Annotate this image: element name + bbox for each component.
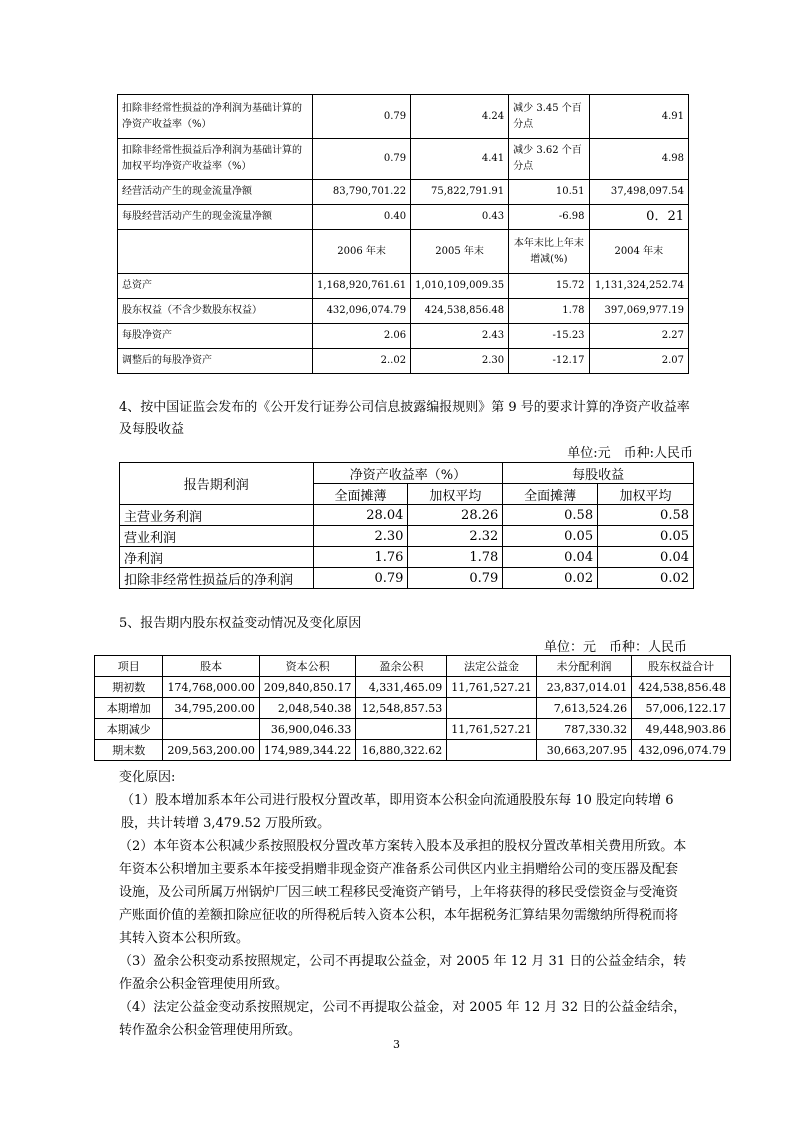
roe-full: 28.04 xyxy=(313,505,408,526)
value-2006: 0.40 xyxy=(313,205,411,230)
row-label: 期初数 xyxy=(95,677,163,698)
total-equity: 424,538,856.48 xyxy=(632,677,731,698)
value-2004: 397,069,977.19 xyxy=(589,299,688,324)
section-5-unit: 单位：元 币种：人民币 xyxy=(543,640,687,655)
eps-full: 0.58 xyxy=(503,505,598,526)
value-change: 减少 3.45 个百分点 xyxy=(509,95,589,139)
table-row xyxy=(118,95,689,139)
row-label: 扣除非经常性损益后净利润为基础计算的加权平均净资产收益率（%） xyxy=(118,139,313,180)
value-2005: 75,822,791.91 xyxy=(411,180,509,205)
share-capital xyxy=(163,719,259,740)
welfare-fund: 11,761,527.21 xyxy=(447,677,536,698)
share-capital: 209,563,200.00 xyxy=(163,740,259,761)
value-change: 1.78 xyxy=(509,299,589,324)
table-row xyxy=(120,505,694,526)
value-2005: 4.41 xyxy=(411,139,509,180)
total-equity: 57,006,122.17 xyxy=(632,698,731,719)
table-row xyxy=(118,324,689,349)
roe-weighted: 28.26 xyxy=(408,505,503,526)
page-number: 3 xyxy=(393,1038,400,1051)
table-row xyxy=(120,526,694,547)
value-2004: 0．21 xyxy=(589,205,688,230)
eps-weighted: 0.58 xyxy=(598,505,694,526)
retained-profit: 23,837,014.01 xyxy=(536,677,631,698)
value-2006: 83,790,701.22 xyxy=(313,180,411,205)
row-label: 期末数 xyxy=(95,740,163,761)
header-2005: 2005 年末 xyxy=(411,230,509,274)
table-header-row xyxy=(95,656,731,677)
header-eps: 每股收益 xyxy=(503,463,694,484)
value-2006: 1,168,920,761.61 xyxy=(313,274,411,299)
value-2004: 37,498,097.54 xyxy=(589,180,688,205)
value-2006: 432,096,074.79 xyxy=(313,299,411,324)
value-2004: 4.91 xyxy=(589,95,688,139)
header-capital-reserve: 资本公积 xyxy=(259,656,355,677)
row-label: 经营活动产生的现金流量净额 xyxy=(118,180,313,205)
table-header-row xyxy=(120,463,694,484)
header-change: 本年末比上年末增减(%) xyxy=(509,230,589,274)
eps-full: 0.05 xyxy=(503,526,598,547)
row-label: 股东权益（不含少数股东权益） xyxy=(118,299,313,324)
equity-change-table xyxy=(94,655,731,761)
eps-weighted: 0.04 xyxy=(598,547,694,568)
table-row xyxy=(118,349,689,374)
row-label: 扣除非经常性损益后的净利润 xyxy=(120,568,314,589)
row-label: 调整后的每股净资产 xyxy=(118,349,313,374)
value-2005: 2.30 xyxy=(411,349,509,374)
table-row xyxy=(120,547,694,568)
value-2005: 0.43 xyxy=(411,205,509,230)
surplus-reserve: 4,331,465.09 xyxy=(356,677,447,698)
row-label: 本期减少 xyxy=(95,719,163,740)
row-label: 主营业务利润 xyxy=(120,505,314,526)
retained-profit: 7,613,524.26 xyxy=(536,698,631,719)
capital-reserve: 209,840,850.17 xyxy=(259,677,355,698)
retained-profit: 30,663,207.95 xyxy=(536,740,631,761)
roe-full: 2.30 xyxy=(313,526,408,547)
retained-profit: 787,330.32 xyxy=(536,719,631,740)
section-4-heading: 4、按中国证监会发布的《公开发行证券公司信息披露编报规则》第 9 号的要求计算的净资产收益率及每股收益 xyxy=(119,400,690,437)
surplus-reserve: 12,548,857.53 xyxy=(356,698,447,719)
table-header-row xyxy=(118,230,689,274)
header-share-capital: 股本 xyxy=(163,656,259,677)
reason-3: （3）盈余公积变动系按照规定，公司不再提取公益金，对 2005 年 12 月 31 日的公益金结余，转作盈余公积金管理使用所致。 xyxy=(119,954,687,992)
roe-weighted: 1.78 xyxy=(408,547,503,568)
header-roe: 净资产收益率（%） xyxy=(313,463,503,484)
value-change: -12.17 xyxy=(509,349,589,374)
row-label: 总资产 xyxy=(118,274,313,299)
header-blank xyxy=(118,230,313,274)
header-roe-weighted: 加权平均 xyxy=(408,484,503,505)
table-row xyxy=(118,180,689,205)
eps-full: 0.04 xyxy=(503,547,598,568)
table-row xyxy=(95,719,731,740)
row-label: 每股净资产 xyxy=(118,324,313,349)
total-equity: 49,448,903.86 xyxy=(632,719,731,740)
reason-4: （4）法定公益金变动系按照规定，公司不再提取公益金，对 2005 年 12 月 32 日的公益金结余，转作盈余公积金管理使用所致。 xyxy=(119,1000,687,1038)
capital-reserve: 36,900,046.33 xyxy=(259,719,355,740)
row-label: 本期增加 xyxy=(95,698,163,719)
header-profit: 报告期利润 xyxy=(120,463,314,505)
financial-indicators-table xyxy=(117,94,689,374)
header-2004: 2004 年末 xyxy=(589,230,688,274)
eps-weighted: 0.02 xyxy=(598,568,694,589)
value-change: -6.98 xyxy=(509,205,589,230)
table-row xyxy=(118,139,689,180)
eps-weighted: 0.05 xyxy=(598,526,694,547)
eps-full: 0.02 xyxy=(503,568,598,589)
table-row xyxy=(120,568,694,589)
header-surplus-reserve: 盈余公积 xyxy=(356,656,447,677)
value-2004: 4.98 xyxy=(589,139,688,180)
roe-full: 1.76 xyxy=(313,547,408,568)
change-reasons xyxy=(119,766,689,1042)
roe-weighted: 2.32 xyxy=(408,526,503,547)
surplus-reserve: 16,880,322.62 xyxy=(356,740,447,761)
reason-2: （2）本年资本公积减少系按照股权分置改革方案转入股本及承担的股权分置改革相关费用所致。本年资本公积增加主要系本年接受捐赠非现金资产准备系公司供区内业主捐赠给公司的变压器及配套设施，及公司所属万州锅炉厂因三峡工程移民受淹资产销号，上年将获得的移民受偿资金与受淹资产账面价值的差额扣除应征收的所得税后转入资本公积，本年据税务汇算结果勿需缴纳所得税而将其转入资本公积所致。 xyxy=(119,839,687,946)
header-retained-profit: 未分配利润 xyxy=(536,656,631,677)
value-2005: 2.43 xyxy=(411,324,509,349)
row-label: 扣除非经常性损益的净利润为基础计算的净资产收益率（%） xyxy=(118,95,313,139)
section-5-heading: 5、报告期内股东权益变动情况及变化原因 xyxy=(119,616,362,631)
value-2006: 0.79 xyxy=(313,139,411,180)
roe-weighted: 0.79 xyxy=(408,568,503,589)
row-label: 每股经营活动产生的现金流量净额 xyxy=(118,205,313,230)
value-2004: 2.07 xyxy=(589,349,688,374)
total-equity: 432,096,074.79 xyxy=(632,740,731,761)
welfare-fund xyxy=(447,698,536,719)
table-row xyxy=(118,299,689,324)
reason-1: （1）股本增加系本年公司进行股权分置改革，即用资本公积金向流通股股东每 10 股定向转增 6 股，共计转增 3,479.52 万股所致。 xyxy=(121,793,674,831)
value-2005: 1,010,109,009.35 xyxy=(411,274,509,299)
capital-reserve: 2,048,540.38 xyxy=(259,698,355,719)
header-welfare-fund: 法定公益金 xyxy=(447,656,536,677)
section-4-unit: 单位:元 币种:人民币 xyxy=(567,446,693,461)
reasons-title: 变化原因: xyxy=(119,770,176,785)
value-change: 15.72 xyxy=(509,274,589,299)
value-change: 减少 3.62 个百分点 xyxy=(509,139,589,180)
table-row xyxy=(118,205,689,230)
value-2006: 2..02 xyxy=(313,349,411,374)
table-row xyxy=(95,740,731,761)
value-2004: 1,131,324,252.74 xyxy=(589,274,688,299)
table-row xyxy=(95,677,731,698)
roe-eps-table xyxy=(119,462,694,589)
capital-reserve: 174,989,344.22 xyxy=(259,740,355,761)
value-change: 10.51 xyxy=(509,180,589,205)
header-item: 项目 xyxy=(95,656,163,677)
welfare-fund xyxy=(447,740,536,761)
value-2004: 2.27 xyxy=(589,324,688,349)
roe-full: 0.79 xyxy=(313,568,408,589)
value-2005: 424,538,856.48 xyxy=(411,299,509,324)
header-2006: 2006 年末 xyxy=(313,230,411,274)
value-2006: 2.06 xyxy=(313,324,411,349)
row-label: 净利润 xyxy=(120,547,314,568)
header-eps-weighted: 加权平均 xyxy=(598,484,694,505)
welfare-fund: 11,761,527.21 xyxy=(447,719,536,740)
share-capital: 34,795,200.00 xyxy=(163,698,259,719)
value-2006: 0.79 xyxy=(313,95,411,139)
header-total-equity: 股东权益合计 xyxy=(632,656,731,677)
table-row xyxy=(118,274,689,299)
table-row xyxy=(95,698,731,719)
value-2005: 4.24 xyxy=(411,95,509,139)
row-label: 营业利润 xyxy=(120,526,314,547)
header-eps-full: 全面摊薄 xyxy=(503,484,598,505)
surplus-reserve xyxy=(356,719,447,740)
header-roe-full: 全面摊薄 xyxy=(313,484,408,505)
share-capital: 174,768,000.00 xyxy=(163,677,259,698)
value-change: -15.23 xyxy=(509,324,589,349)
